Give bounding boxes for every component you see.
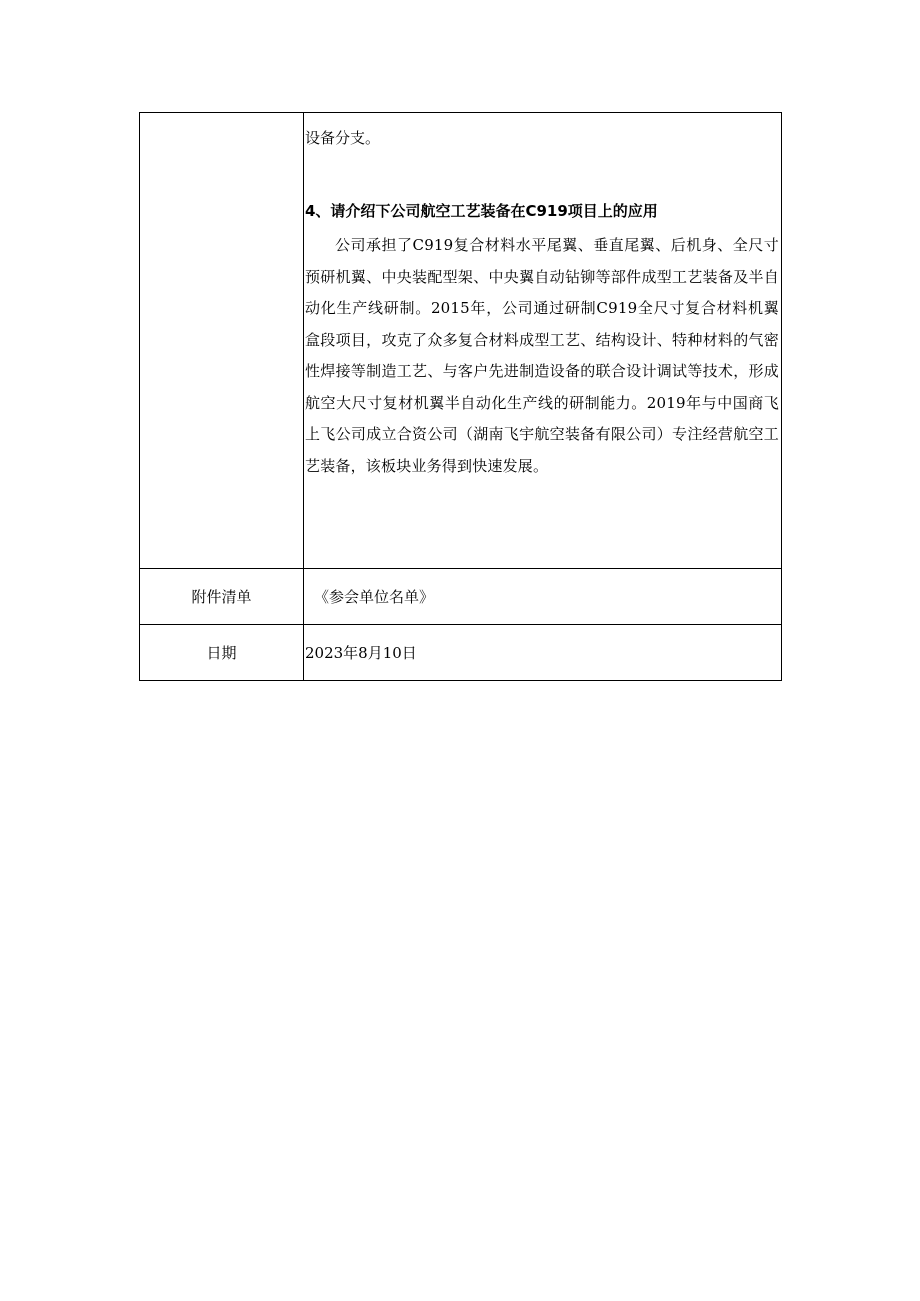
content-cell [304, 113, 782, 569]
continued-text: 设备分支。 [305, 129, 381, 147]
date-value: 2023年8月10日 [304, 625, 782, 681]
empty-label-cell [140, 113, 304, 569]
attachments-label: 附件清单 [140, 569, 304, 625]
table-row-attachments [140, 569, 782, 625]
date-label: 日期 [140, 625, 304, 681]
question-heading: 4、请介绍下公司航空工艺装备在C919项目上的应用 [305, 201, 658, 220]
table-row-content [140, 113, 782, 569]
table-row-date [140, 625, 782, 681]
info-table [139, 112, 782, 681]
answer-paragraph: 公司承担了C919复合材料水平尾翼、垂直尾翼、后机身、全尺寸预研机翼、中央装配型架、中央翼自动钻铆等部件成型工艺装备及半自动化生产线研制。2015年，公司通过研制C919全尺寸复合材料机翼盒段项目，攻克了众多复合材料成型工艺、结构设计、特种材料的气密性焊接等制造工艺、与客户先进制造设备的联合设计调试等技术，形成航空大尺寸复材机翼半自动化生产线的研制能力。2019年与中国商飞上飞公司成立合资公司（湖南飞宇航空装备有限公司）专注经营航空工艺装备，该板块业务得到快速发展。 [305, 236, 779, 475]
attachments-value: 《参会单位名单》 [304, 569, 782, 625]
